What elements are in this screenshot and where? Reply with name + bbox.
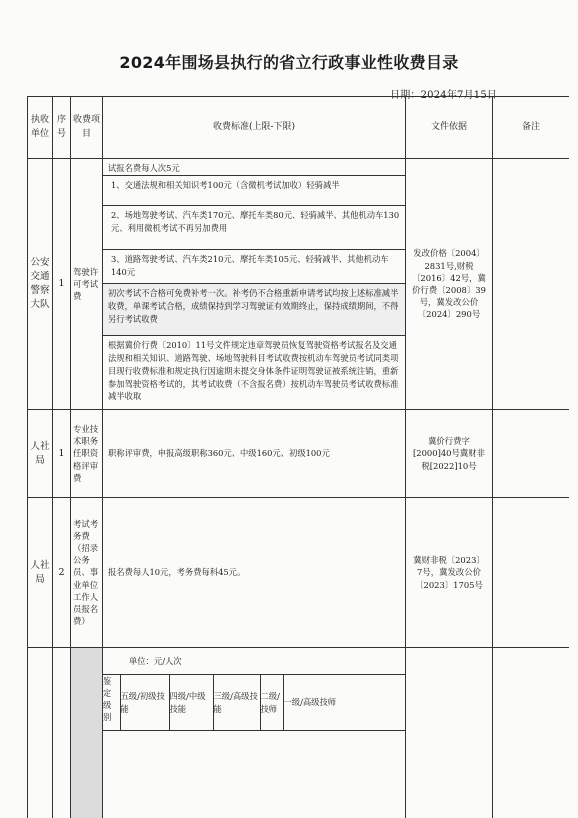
row-note: [493, 410, 570, 498]
table-row: [28, 410, 570, 498]
level-two: 二级/技师: [260, 675, 283, 731]
level-header: 鉴定级别: [103, 675, 120, 731]
row-basis: 冀价行费字[2000]40号冀财非税[2022]10号: [406, 410, 493, 498]
row-item: [71, 648, 103, 818]
row-unit: [28, 648, 53, 818]
document-date: 日期：2024年7月15日: [390, 90, 498, 101]
fee-line-reinstatement-policy: 根据冀价行费〔2010〕11号文件规定违章驾驶员恢复驾驶资格考试报名及交通法规和相关知识、道路驾驶、场地驾驶科目考试收费按机动车驾驶员考试同类项目现行收费标准和规定执行因逾期未提交身体条件证明驾驶证被系统注销，重新参加驾驶资格考试的，其考试收费（不含报名费）按机动车驾驶员考试收费标准减半收取: [108, 340, 399, 402]
fee-list: [103, 159, 405, 409]
row-basis: 冀财非税〔2023〕7号，冀发改公价〔2023〕1705号: [406, 498, 493, 648]
header-note: 备注: [493, 97, 570, 159]
row-item: 考试考务费（招录公务员、事业单位工作人员报名费）: [71, 498, 103, 648]
fee-line-theory-exam: 1、交通法规和相关知识考100元（含微机考试加收）轻骑减半: [103, 176, 405, 206]
row-item: 驾驶许可考试费: [71, 159, 103, 410]
appraisal-price-table: [103, 648, 405, 731]
header-item: 收费项目: [71, 97, 103, 159]
row-basis: 发改价格〔2004〕2831号,财税〔2016〕42号，冀价行费〔2008〕39号，冀发改公价〔2024〕290号: [406, 159, 493, 410]
row-seq: 1: [53, 159, 71, 410]
row-item: 专业技术职务任职资格评审费: [71, 410, 103, 498]
row-unit: 人社局: [28, 498, 53, 648]
table-row: [28, 159, 570, 410]
level-four: 四级/中级技能: [169, 675, 213, 731]
row-seq: 2: [53, 498, 71, 648]
row-standard: 报名费每人10元，考务费每科45元。: [103, 498, 406, 648]
fee-line-road-exam: 3、道路驾驶考试、汽车类210元、摩托车类105元、轻骑减半、其他机动车140元: [103, 250, 405, 284]
fee-catalog-sheet: [27, 96, 569, 818]
header-basis: 文件依据: [406, 97, 493, 159]
level-three: 三级/高级技能: [213, 675, 260, 731]
level-five: 五级/初级技能: [120, 675, 169, 731]
unit-label: 单位：元/人次: [103, 648, 405, 675]
page-title: 2024年围场县执行的省立行政事业性收费目录: [119, 53, 459, 72]
row-note: [493, 498, 570, 648]
table-row: [28, 648, 570, 818]
table-header-row: [28, 97, 570, 159]
header-seq: 序号: [53, 97, 71, 159]
row-standard: 职称评审费，申报高级职称360元、中级160元、初级100元: [103, 410, 406, 498]
row-seq: 1: [53, 410, 71, 498]
fee-line-registration: 试报名费每人次5元: [103, 159, 405, 176]
fee-line-field-exam: 2、场地驾驶考试、汽车类170元、摩托车类80元、轻骑减半、其他机动车130元、利用微机考试不再另加费用: [103, 206, 405, 250]
row-seq: [53, 648, 71, 818]
row-note: [493, 159, 570, 410]
row-unit: 人社局: [28, 410, 53, 498]
table-row: [28, 498, 570, 648]
row-unit: 公安交通警察大队: [28, 159, 53, 410]
row-note: [493, 648, 570, 818]
fee-catalog-table: [27, 96, 569, 818]
header-standard: 收费标准(上限-下限): [103, 97, 406, 159]
level-one: 一级/高级技师: [283, 675, 405, 731]
row-basis: [406, 648, 493, 818]
header-unit: 执收单位: [28, 97, 53, 159]
fee-line-retake-policy: 初次考试不合格可免费补考一次。补考仍不合格重新申请考试均按上述标准减半收费，单课考试合格，成绩保持到学习驾驶证有效期终止，保持成绩期间，不得另行考试收费: [103, 284, 405, 336]
row-standard: [103, 648, 406, 818]
row-standard: [103, 159, 406, 410]
